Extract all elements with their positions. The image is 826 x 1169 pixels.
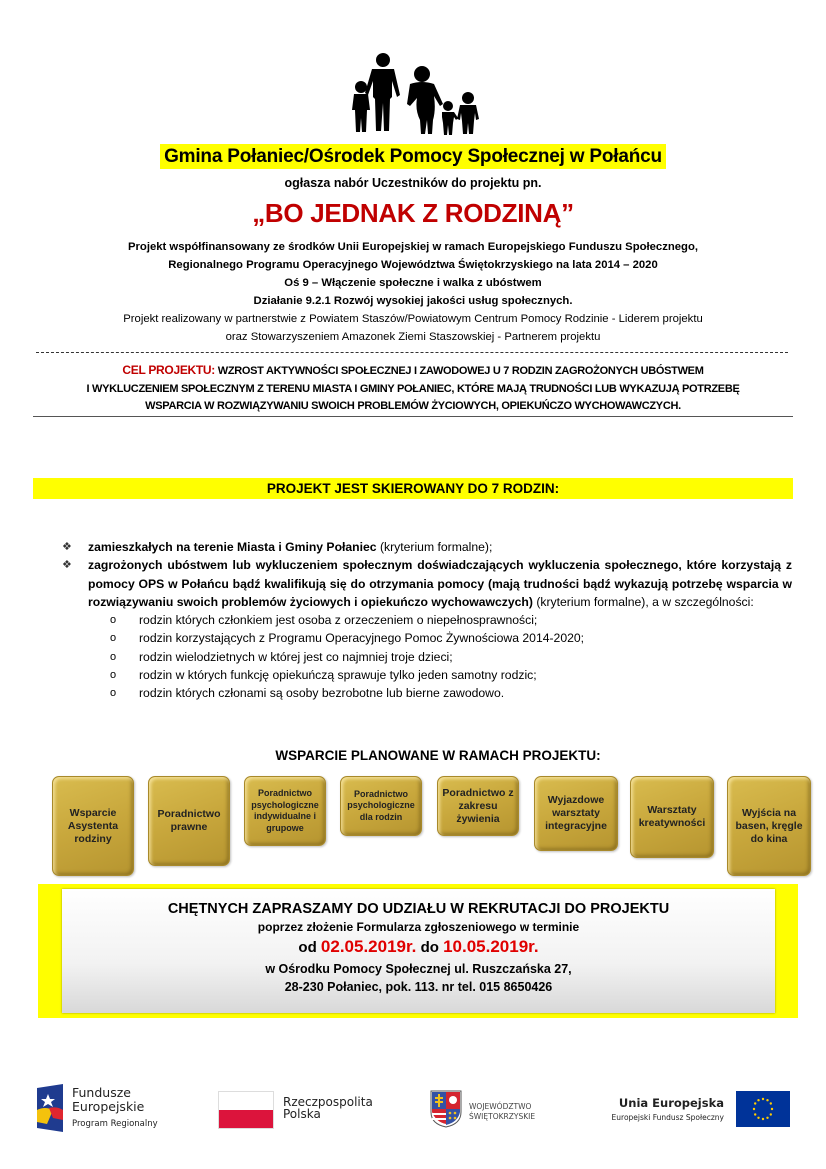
support-box-nutrition: Poradnictwo z zakresu żywienia	[437, 776, 519, 836]
divider	[33, 416, 793, 417]
logos-footer	[0, 1080, 826, 1140]
organization-title: Gmina Połaniec/Ośrodek Pomocy Społecznej w Połańcu	[0, 146, 826, 168]
date-from: 02.05.2019r.	[320, 937, 417, 956]
rzeczpospolita-text: Rzeczpospolita Polska	[283, 1095, 373, 1121]
funding-line-2: Regionalnego Programu Operacyjnego Województwa Świętokrzyskiego na lata 2014 – 2020	[168, 259, 658, 271]
date-to: 10.05.2019r.	[443, 937, 539, 956]
wojewodztwo-text: WOJEWÓDZTWO ŚWIĘTOKRZYSKIE	[469, 1102, 536, 1121]
partnership-line-1: Projekt realizowany w partnerstwie z Powiatem Staszów/Powiatowym Centrum Pomocy Rodzinie - Liderem projektu	[123, 313, 703, 325]
partnership-line-2: oraz Stowarzyszeniem Amazonek Ziemi Staszowskiej - Partnerem projektu	[225, 331, 601, 343]
unia-europejska-text: Unia Europejska Europejski Fundusz Społeczny	[611, 1096, 724, 1122]
sub-criteria-item: o rodzin wielodzietnych w której jest co najmniej troje dzieci;	[110, 648, 792, 666]
circle-bullet-icon: o	[110, 669, 117, 682]
sub-criteria-item: o rodzin w których funkcję opiekuńczą sprawuje tylko jeden samotny rodzic;	[110, 666, 792, 684]
funding-action: Działanie 9.2.1 Rozwój wysokiej jakości usług społecznych.	[253, 295, 573, 307]
sub-criteria-list	[60, 611, 792, 702]
criteria-list	[60, 538, 792, 703]
support-box-integration-workshops: Wyjazdowe warsztaty integracyjne	[534, 776, 618, 851]
eu-flag-icon	[736, 1091, 790, 1127]
invitation-panel	[62, 889, 775, 1013]
announcement-text: ogłasza nabór Uczestników do projektu pn.	[284, 176, 542, 190]
funding-line-1: Projekt współfinansowany ze środków Unii Europejskiej w ramach Europejskiego Funduszu Społecznego,	[128, 241, 698, 253]
sub-criteria-item: o rodzin których członami są osoby bezrobotne lub bierne zawodowo.	[110, 684, 792, 702]
invitation-subtext: poprzez złożenie Formularza zgłoszeniowego w terminie	[257, 920, 580, 934]
sub-criteria-item: o rodzin korzystających z Programu Operacyjnego Pomoc Żywnościowa 2014-2020;	[110, 629, 792, 647]
polish-flag-icon	[218, 1091, 274, 1129]
support-box-psych-individual: Poradnictwo psychologiczne indywidualne i grupowe	[244, 776, 326, 846]
goal-label: CEL PROJEKTU:	[122, 363, 215, 377]
target-heading: PROJEKT JEST SKIEROWANY DO 7 RODZIN:	[33, 478, 793, 499]
funding-info	[0, 238, 826, 346]
funding-axis: Oś 9 – Włączenie społeczne i walka z ubóstwem	[284, 277, 542, 289]
project-goal: CEL PROJEKTU: WZROST AKTYWNOŚCI SPOŁECZNEJ I ZAWODOWEJ U 7 RODZIN ZAGROŻONYCH UBÓSTWEM I WYKLUCZENIEM SPOŁECZNYM Z TERENU MIASTA I GMINY POŁANIEC, KTÓRE MAJĄ TRUDNOŚCI LUB WYKAZUJĄ POTRZEBĘ WSPARCIA W ROZWIĄZYWANIU SWOICH PROBLEMÓW ŻYCIOWYCH, OPIEKUŃCZO WYCHOWAWCZYCH.	[86, 363, 740, 412]
fundusze-europejskie-logo-icon	[35, 1084, 65, 1132]
sub-criteria-item: o rodzin których członkiem jest osoba z orzeczeniem o niepełnosprawności;	[110, 611, 792, 629]
project-title: „BO JEDNAK Z RODZINĄ”	[252, 198, 574, 228]
circle-bullet-icon: o	[110, 614, 117, 627]
fundusze-europejskie-text: Fundusze Europejskie Program Regionalny	[72, 1085, 158, 1129]
swietokrzyskie-coat-of-arms-icon	[430, 1090, 462, 1128]
support-box-creativity-workshops: Warsztaty kreatywności	[630, 776, 714, 858]
criteria-item: ❖ zagrożonych ubóstwem lub wykluczeniem społecznym doświadczających wykluczenia społecznego, które korzystają z pomocy OPS w Połańcu bądź kwalifikują się do otrzymania pomocy (mają trudności bądź wykazują potrzebę wsparcia w rozwiązywaniu swoich problemów życiowych i opiekuńczo wychowawczych) (kryterium formalne), a w szczególności:	[62, 558, 792, 609]
circle-bullet-icon: o	[110, 632, 117, 645]
recruitment-dates: od 02.05.2019r. do 10.05.2019r.	[298, 937, 539, 956]
invitation-heading: CHĘTNYCH ZAPRASZAMY DO UDZIAŁU W REKRUTACJI DO PROJEKTU	[167, 901, 670, 917]
diamond-bullet-icon: ❖	[62, 541, 72, 553]
support-box-psych-family: Poradnictwo psychologiczne dla rodzin	[340, 776, 422, 836]
support-box-family-assistant: Wsparcie Asystenta rodziny	[52, 776, 134, 876]
criteria-item: ❖ zamieszkałych na terenie Miasta i Gminy Połaniec (kryterium formalne);	[60, 538, 792, 556]
support-box-outings: Wyjścia na basen, kręgle do kina	[727, 776, 811, 876]
circle-bullet-icon: o	[110, 650, 117, 663]
support-box-legal-advice: Poradnictwo prawne	[148, 776, 230, 866]
invitation-address: w Ośrodku Pomocy Społecznej ul. Ruszczańska 27, 28-230 Połaniec, pok. 113. nr tel. 015 8650426	[265, 962, 572, 994]
support-heading: WSPARCIE PLANOWANE W RAMACH PROJEKTU:	[275, 748, 601, 763]
family-silhouette-icon	[340, 40, 480, 135]
divider	[36, 352, 788, 353]
circle-bullet-icon: o	[110, 687, 117, 700]
diamond-bullet-icon: ❖	[62, 559, 72, 572]
